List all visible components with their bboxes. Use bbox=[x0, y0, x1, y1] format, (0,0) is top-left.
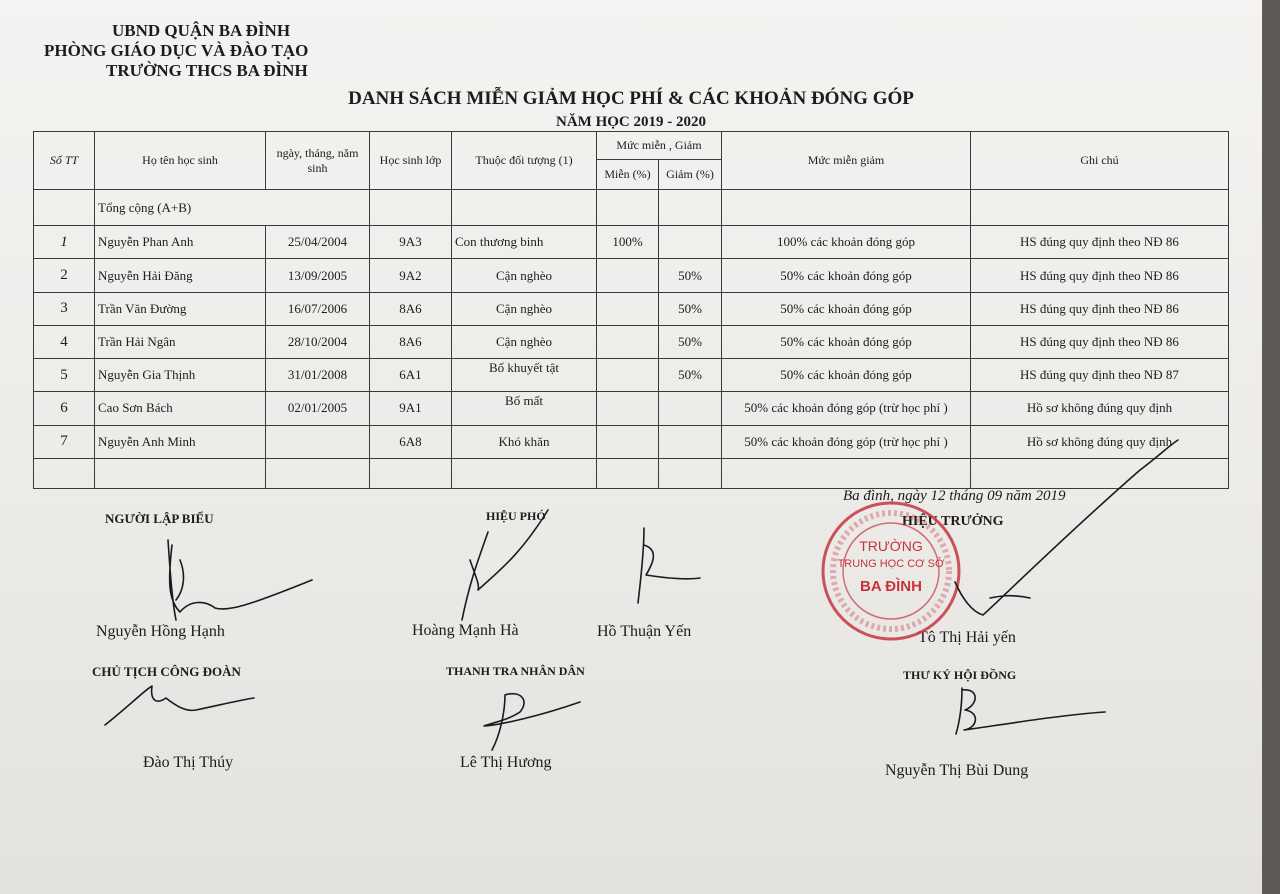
header-rate-group: Mức miễn , Giảm bbox=[597, 132, 722, 160]
org-line-1: UBND QUẬN BA ĐÌNH bbox=[112, 21, 291, 40]
note: HS đúng quy định theo NĐ 86 bbox=[971, 292, 1229, 325]
org-line-3: TRƯỜNG THCS BA ĐÌNH bbox=[106, 61, 308, 80]
class-name: 9A3 bbox=[370, 226, 452, 259]
category: Bố mất bbox=[452, 392, 597, 425]
reduce-percent: 50% bbox=[659, 259, 722, 292]
row-number: 3 bbox=[34, 292, 95, 325]
header-dob: ngày, tháng, năm sinh bbox=[266, 132, 370, 190]
exempt-percent bbox=[597, 392, 659, 425]
empty-row bbox=[34, 458, 1229, 488]
row-number: 1 bbox=[34, 226, 95, 259]
exempt-percent bbox=[597, 292, 659, 325]
date-of-birth: 25/04/2004 bbox=[266, 226, 370, 259]
inspection-signature bbox=[484, 694, 580, 750]
date-of-birth: 13/09/2005 bbox=[266, 259, 370, 292]
student-name: Nguyễn Hải Đăng bbox=[95, 259, 266, 292]
exemption-table bbox=[33, 131, 1229, 489]
preparer-signature bbox=[168, 540, 312, 620]
student-name: Trần Hải Ngân bbox=[95, 325, 266, 358]
table-row bbox=[34, 392, 1229, 425]
date-of-birth: 28/10/2004 bbox=[266, 325, 370, 358]
empty-cell bbox=[659, 458, 722, 488]
empty-cell bbox=[95, 458, 266, 488]
exemption-level: 50% các khoản đóng góp bbox=[722, 292, 971, 325]
reduce-percent bbox=[659, 425, 722, 458]
table-row bbox=[34, 292, 1229, 325]
exemption-level: 50% các khoản đóng góp bbox=[722, 325, 971, 358]
exemption-level: 50% các khoản đóng góp bbox=[722, 259, 971, 292]
reduce-percent: 50% bbox=[659, 359, 722, 392]
category: Khó khăn bbox=[452, 425, 597, 458]
header-reduce: Giảm (%) bbox=[659, 160, 722, 190]
principal-title: HIỆU TRƯỞNG bbox=[902, 514, 1004, 529]
student-name: Nguyễn Phan Anh bbox=[95, 226, 266, 259]
empty-cell bbox=[452, 458, 597, 488]
exemption-level: 50% các khoản đóng góp bbox=[722, 359, 971, 392]
exemption-level: 50% các khoản đóng góp (trừ học phí ) bbox=[722, 392, 971, 425]
header-exempt: Miễn (%) bbox=[597, 160, 659, 190]
principal-name: Tô Thị Hải yến bbox=[918, 629, 1016, 646]
date-line: Ba đình, ngày 12 tháng 09 năm 2019 bbox=[843, 488, 1066, 504]
empty-cell bbox=[34, 458, 95, 488]
table-row bbox=[34, 325, 1229, 358]
date-of-birth: 31/01/2008 bbox=[266, 359, 370, 392]
vice-principal-title: HIỆU PHÓ bbox=[486, 509, 546, 523]
exempt-percent bbox=[597, 359, 659, 392]
class-name: 9A1 bbox=[370, 392, 452, 425]
reduce-percent: 50% bbox=[659, 292, 722, 325]
stamp-line-3: BA ĐÌNH bbox=[860, 578, 922, 595]
note: HS đúng quy định theo NĐ 86 bbox=[971, 226, 1229, 259]
class-name: 6A8 bbox=[370, 425, 452, 458]
table-row bbox=[34, 259, 1229, 292]
student-name: Nguyễn Gia Thịnh bbox=[95, 359, 266, 392]
secretary-name: Nguyễn Thị Bùi Dung bbox=[885, 762, 1029, 779]
header-stt: Số TT bbox=[34, 132, 95, 190]
exempt-percent bbox=[597, 259, 659, 292]
empty-cell bbox=[266, 458, 370, 488]
empty-cell bbox=[722, 458, 971, 488]
student-name: Cao Sơn Bách bbox=[95, 392, 266, 425]
student-name: Nguyễn Anh Minh bbox=[95, 425, 266, 458]
empty-cell bbox=[370, 458, 452, 488]
stamp-line-1: TRƯỜNG bbox=[859, 538, 923, 554]
stamp-line-2: TRUNG HỌC CƠ SỞ bbox=[837, 558, 945, 570]
date-of-birth bbox=[266, 425, 370, 458]
date-of-birth: 16/07/2006 bbox=[266, 292, 370, 325]
empty-cell bbox=[597, 458, 659, 488]
note: HS đúng quy định theo NĐ 87 bbox=[971, 359, 1229, 392]
category: Bố khuyết tật bbox=[452, 359, 597, 392]
document-subtitle: NĂM HỌC 2019 - 2020 bbox=[556, 114, 706, 130]
header-note: Ghi chú bbox=[971, 132, 1229, 190]
class-name: 6A1 bbox=[370, 359, 452, 392]
total-row bbox=[34, 190, 1229, 226]
note: HS đúng quy định theo NĐ 86 bbox=[971, 259, 1229, 292]
total-label: Tổng cộng (A+B) bbox=[95, 190, 370, 226]
header-level: Mức miễn giảm bbox=[722, 132, 971, 190]
category: Cận nghèo bbox=[452, 259, 597, 292]
reduce-percent bbox=[659, 392, 722, 425]
student-name: Trần Văn Đường bbox=[95, 292, 266, 325]
note: Hồ sơ không đúng quy định bbox=[971, 425, 1229, 458]
vice-principal-2-signature bbox=[638, 528, 700, 603]
document-title: DANH SÁCH MIỄN GIẢM HỌC PHÍ & CÁC KHOẢN ĐÓNG GÓP bbox=[348, 88, 914, 109]
table-row bbox=[34, 359, 1229, 392]
org-line-2: PHÒNG GIÁO DỤC VÀ ĐÀO TẠO bbox=[44, 41, 309, 60]
exemption-level: 100% các khoản đóng góp bbox=[722, 226, 971, 259]
category: Cận nghèo bbox=[452, 292, 597, 325]
row-number: 6 bbox=[34, 392, 95, 425]
vice-principal-2-name: Hồ Thuận Yến bbox=[597, 623, 692, 640]
vice-principal-1-signature bbox=[462, 510, 548, 620]
class-name: 8A6 bbox=[370, 292, 452, 325]
union-chair-name: Đào Thị Thúy bbox=[143, 754, 234, 771]
row-number: 4 bbox=[34, 325, 95, 358]
inspection-name: Lê Thị Hương bbox=[460, 754, 552, 771]
inspection-title: THANH TRA NHÂN DÂN bbox=[446, 664, 585, 678]
note: Hồ sơ không đúng quy định bbox=[971, 392, 1229, 425]
reduce-percent: 50% bbox=[659, 325, 722, 358]
row-number: 5 bbox=[34, 359, 95, 392]
secretary-signature bbox=[956, 688, 1105, 734]
exempt-percent bbox=[597, 325, 659, 358]
exempt-percent bbox=[597, 425, 659, 458]
date-of-birth: 02/01/2005 bbox=[266, 392, 370, 425]
class-name: 9A2 bbox=[370, 259, 452, 292]
empty-cell bbox=[971, 458, 1229, 488]
school-stamp bbox=[818, 498, 964, 644]
preparer-title: NGƯỜI LẬP BIỂU bbox=[105, 511, 214, 526]
row-number: 2 bbox=[34, 259, 95, 292]
vice-principal-1-name: Hoàng Mạnh Hà bbox=[412, 622, 519, 639]
preparer-name: Nguyễn Hồng Hạnh bbox=[96, 623, 225, 640]
table-row bbox=[34, 425, 1229, 458]
stamp-ring bbox=[818, 498, 964, 644]
note: HS đúng quy định theo NĐ 86 bbox=[971, 325, 1229, 358]
union-chair-title: CHỦ TỊCH CÔNG ĐOÀN bbox=[92, 664, 241, 679]
class-name: 8A6 bbox=[370, 325, 452, 358]
exempt-percent: 100% bbox=[597, 226, 659, 259]
header-class: Học sinh lớp bbox=[370, 132, 452, 190]
header-category: Thuộc đối tượng (1) bbox=[452, 132, 597, 190]
table-row bbox=[34, 226, 1229, 259]
union-chair-signature bbox=[105, 686, 254, 725]
category: Con thương binh bbox=[452, 226, 597, 259]
row-number: 7 bbox=[34, 425, 95, 458]
reduce-percent bbox=[659, 226, 722, 259]
background-edge bbox=[1262, 0, 1280, 894]
category: Cận nghèo bbox=[452, 325, 597, 358]
exemption-level: 50% các khoản đóng góp (trừ học phí ) bbox=[722, 425, 971, 458]
secretary-title: THƯ KÝ HỘI ĐỒNG bbox=[903, 668, 1017, 682]
header-name: Họ tên học sinh bbox=[95, 132, 266, 190]
